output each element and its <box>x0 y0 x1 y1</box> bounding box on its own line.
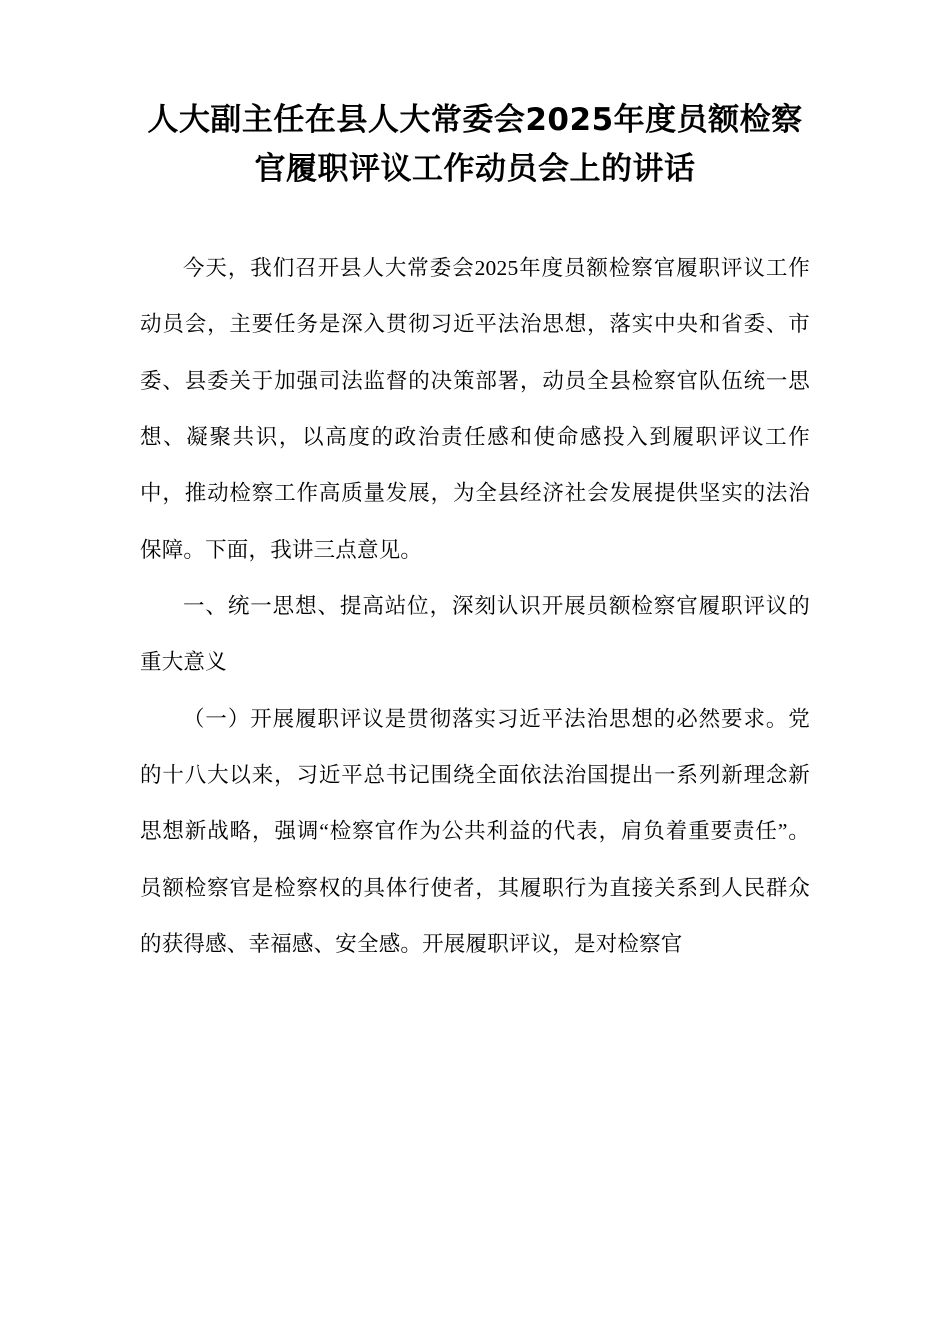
paragraph: 今天，我们召开县人大常委会2025年度员额检察官履职评议工作动员会，主要任务是深入贯彻习近平法治思想，落实中央和省委、市委、县委关于加强司法监督的决策部署，动员全县检察官队伍统一思想、凝聚共识，以高度的政治责任感和使命感投入到履职评议工作中，推动检察工作高质量发展，为全县经济社会发展提供坚实的法治保障。下面，我讲三点意见。 <box>140 255 810 562</box>
document-body <box>140 240 810 972</box>
paragraph: 一、统一思想、提高站位，深刻认识开展员额检察官履职评议的重大意义 <box>140 593 810 675</box>
page-title: 人大副主任在县人大常委会2025年度员额检察官履职评议工作动员会上的讲话 <box>147 102 803 187</box>
paragraph: （一）开展履职评议是贯彻落实习近平法治思想的必然要求。党的十八大以来，习近平总书记围绕全面依法治国提出一系列新理念新思想新战略，强调“检察官作为公共利益的代表，肩负着重要责任”。员额检察官是检察权的具体行使者，其履职行为直接关系到人民群众的获得感、幸福感、安全感。开展履职评议，是对检察官 <box>140 706 810 956</box>
